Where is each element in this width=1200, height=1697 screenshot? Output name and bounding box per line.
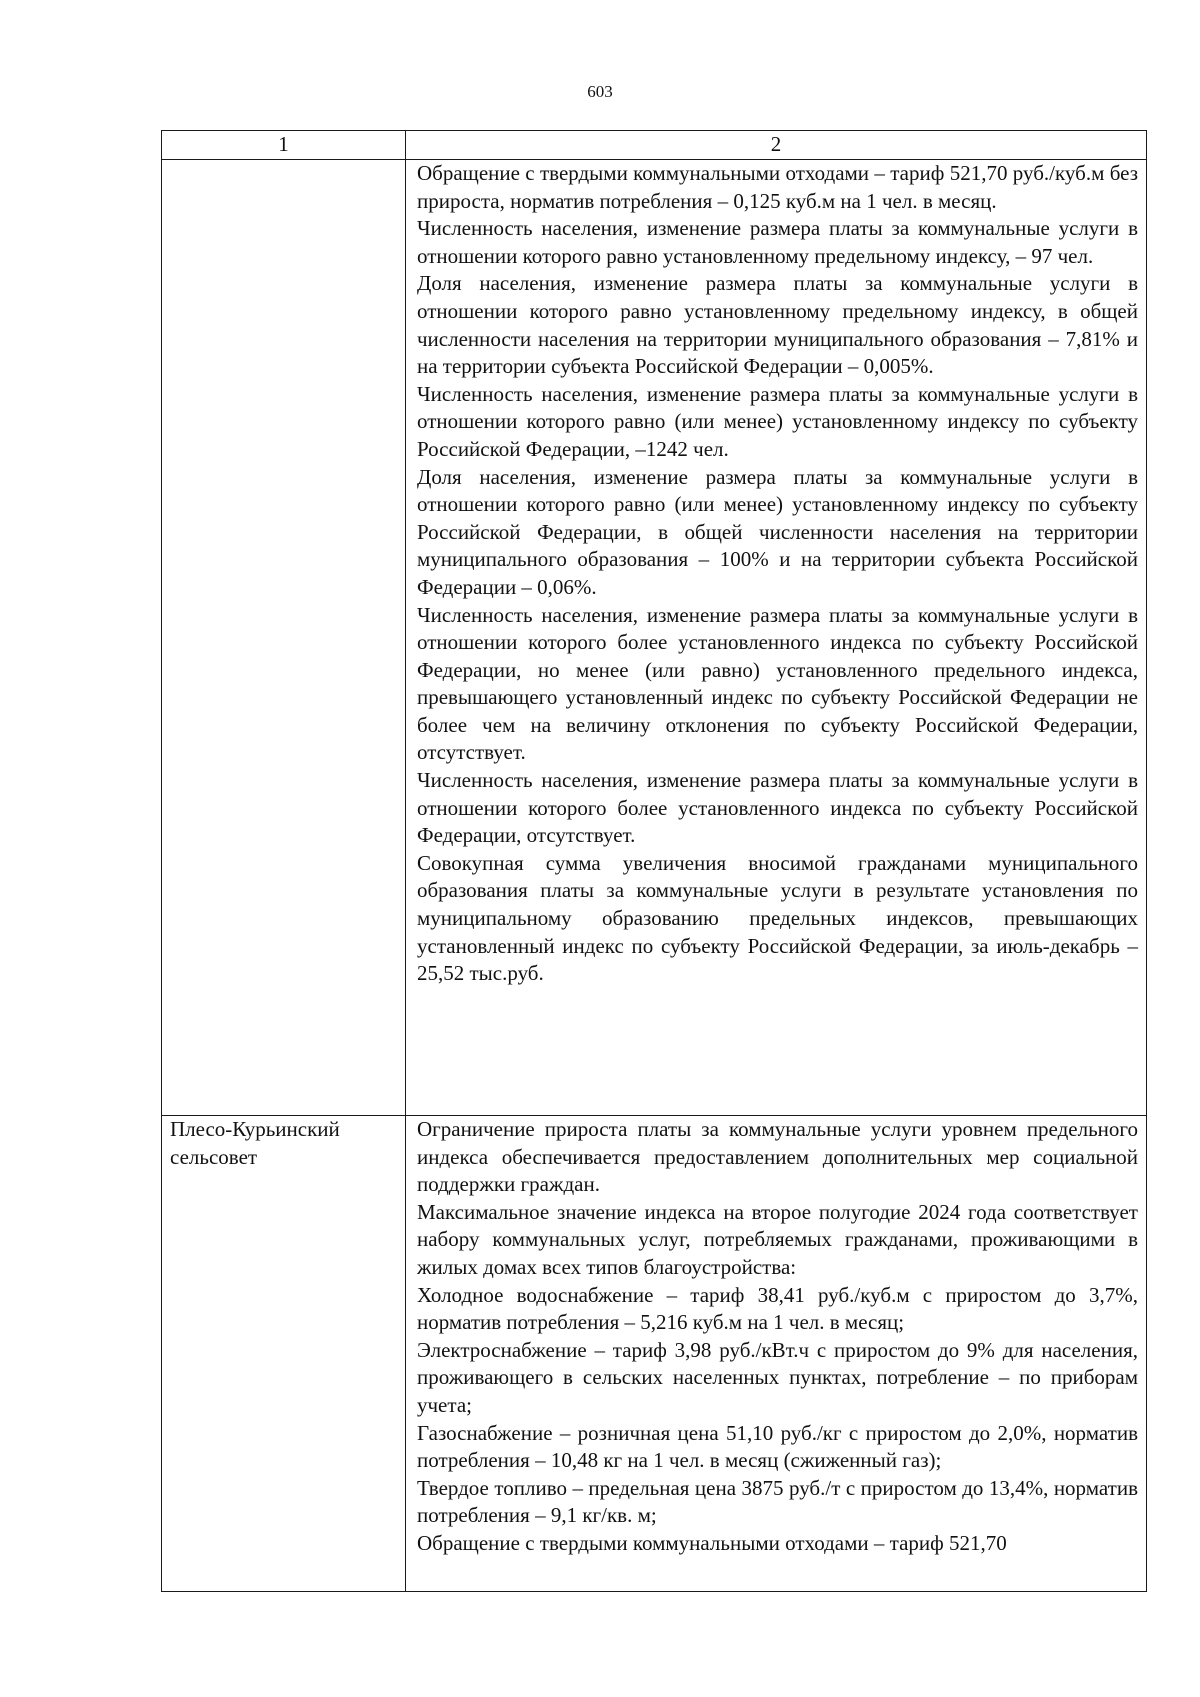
description-cell bbox=[406, 160, 1147, 1116]
paragraph: Твердое топливо – предельная цена 3875 руб./т с приростом до 13,4%, норматив потребления – 9,1 кг/кв. м; bbox=[417, 1475, 1138, 1528]
paragraph: Электроснабжение – тариф 3,98 руб./кВт.ч с приростом до 9% для населения, проживающего в сельских населенных пунктах, потребление – по приборам учета; bbox=[417, 1337, 1138, 1417]
paragraph: Численность населения, изменение размера платы за коммунальные услуги в отношении которого более установленного индекса по субъекту Российской Федерации, но менее (или равно) установленного предельного индекса, превышающего установленный индекс по субъекту Российской Федерации не более чем на величину отклонения по субъекту Российской Федерации, отсутствует. bbox=[417, 602, 1138, 765]
municipality-cell: Плесо-Курьинский сельсовет bbox=[162, 1116, 406, 1592]
paragraph: Численность населения, изменение размера платы за коммунальные услуги в отношении которого более установленного индекса по субъекту Российской Федерации, отсутствует. bbox=[417, 768, 1138, 848]
paragraph: Газоснабжение – розничная цена 51,10 руб./кг с приростом до 2,0%, норматив потребления – 10,48 кг на 1 чел. в месяц (сжиженный газ); bbox=[417, 1420, 1138, 1473]
paragraph: Численность населения, изменение размера платы за коммунальные услуги в отношении которого равно (или менее) установленному индексу по субъекту Российской Федерации, –1242 чел. bbox=[417, 381, 1138, 461]
municipality-cell bbox=[162, 160, 406, 1116]
description-cell bbox=[406, 1116, 1147, 1592]
data-table bbox=[161, 130, 1147, 1592]
table-row bbox=[162, 1116, 1147, 1592]
page-number: 603 bbox=[587, 82, 613, 101]
paragraph: Совокупная сумма увеличения вносимой гражданами муниципального образования платы за коммунальные услуги в результате установления по муниципальному образованию предельных индексов, превышающих установленный индекс по субъекту Российской Федерации, за июль-декабрь – 25,52 тыс.руб. bbox=[417, 850, 1138, 986]
table-header-row bbox=[162, 131, 1147, 160]
paragraph: Ограничение прироста платы за коммунальные услуги уровнем предельного индекса обеспечивается предоставлением дополнительных мер социальной поддержки граждан. bbox=[417, 1117, 1138, 1197]
paragraph: Максимальное значение индекса на второе полугодие 2024 года соответствует набору коммунальных услуг, потребляемых гражданами, проживающими в жилых домах всех типов благоустройства: bbox=[417, 1199, 1138, 1279]
paragraph: Доля населения, изменение размера платы за коммунальные услуги в отношении которого равно установленному предельному индексу, в общей численности населения на территории муниципального образования – 7,81% и на территории субъекта Российской Федерации – 0,005%. bbox=[417, 271, 1138, 379]
column-header-1: 1 bbox=[162, 131, 406, 160]
paragraph: Численность населения, изменение размера платы за коммунальные услуги в отношении которого равно установленному предельному индексу, – 97 чел. bbox=[417, 216, 1138, 268]
column-header-2: 2 bbox=[406, 131, 1147, 160]
paragraph: Обращение с твердыми коммунальными отходами – тариф 521,70 руб./куб.м без прироста, норматив потребления – 0,125 куб.м на 1 чел. в месяц. bbox=[417, 161, 1138, 213]
paragraph: Холодное водоснабжение – тариф 38,41 руб./куб.м с приростом до 3,7%, норматив потребления – 5,216 куб.м на 1 чел. в месяц; bbox=[417, 1282, 1138, 1335]
paragraph: Доля населения, изменение размера платы за коммунальные услуги в отношении которого равно (или менее) установленному индексу по субъекту Российской Федерации, в общей численности населения на территории муниципального образования – 100% и на территории субъекта Российской Федерации – 0,06%. bbox=[417, 464, 1138, 599]
table-row bbox=[162, 160, 1147, 1116]
paragraph: Обращение с твердыми коммунальными отходами – тариф 521,70 bbox=[417, 1530, 1007, 1555]
